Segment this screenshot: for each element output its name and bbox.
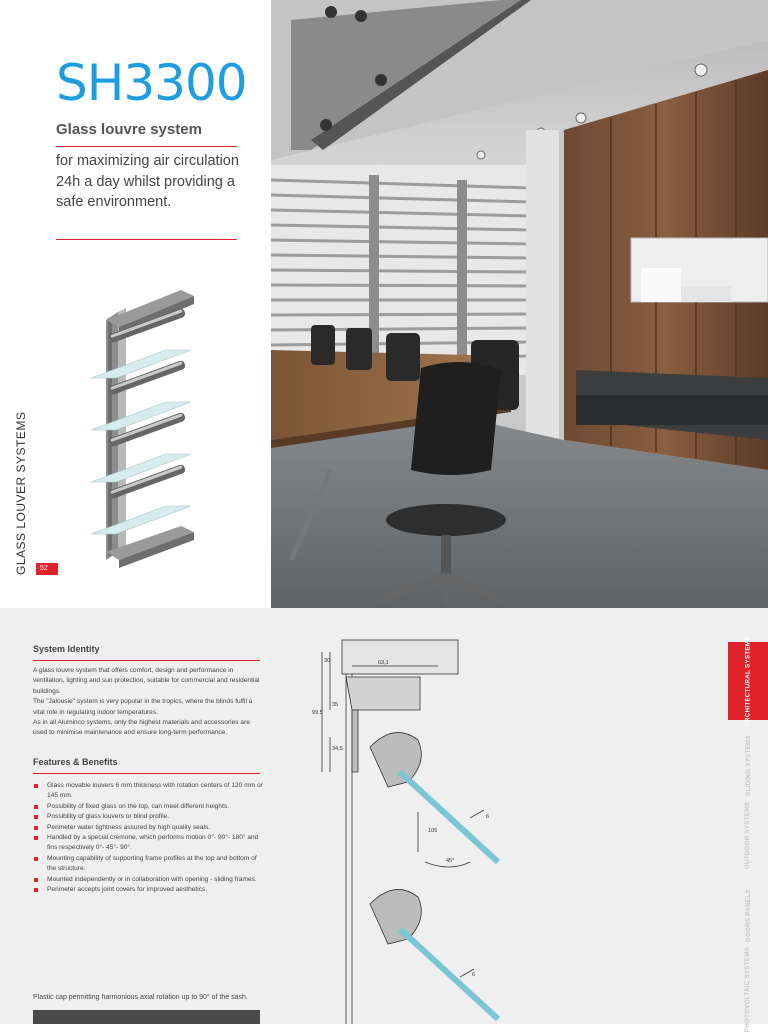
feature-item: Perimeter water tightness assured by high quality seals. — [33, 823, 265, 833]
identity-paragraph: As in all Aluminco systems, only the highest materials and accessories are used to minimise maintenance and ensure long-term performance. — [33, 719, 250, 737]
dim-label: 30 — [324, 658, 331, 664]
identity-paragraph: The "Jalousie" system is very popular in the tropics, where the blinds fulfil a vital role in regulating indoor temperatures. — [33, 698, 253, 716]
product-tagline: for maximizing air circulation 24h a day whilst providing a safe environment. — [56, 153, 239, 210]
feature-item: Mounting capability of supporting frame profiles at the top and bottom of the structure. — [33, 854, 265, 875]
tab-label: OUTDOOR SYSTEMS — [744, 801, 752, 869]
louvre-product-illustration — [86, 290, 201, 570]
feature-item: Possibility of glass louvers or blind profile. — [33, 812, 265, 822]
tab-photovoltaic-systems[interactable] — [728, 946, 768, 1032]
features-divider — [33, 773, 260, 774]
tab-architectural-systems[interactable] — [728, 635, 768, 727]
dim-label: 6 — [486, 814, 490, 820]
tab-outdoor-systems[interactable] — [728, 801, 768, 869]
dim-label: 63,1 — [378, 660, 389, 666]
tab-label: ARCHITECTURAL SYSTEMS — [744, 635, 752, 727]
dim-label: 45° — [446, 858, 455, 864]
feature-item: Possibility of fixed glass on the top, can meet different heights. — [33, 802, 265, 812]
tagline-divider — [56, 239, 237, 240]
louvre-section-drawing — [300, 622, 720, 1024]
product-subtitle: Glass louvre system — [56, 121, 202, 138]
dim-label: 99,5 — [312, 710, 323, 716]
tab-label: SLIDING SYSTEMS — [744, 734, 752, 796]
dim-label: 35 — [332, 702, 339, 708]
detail-photo-caption: Plastic cap permitting harmonious axial rotation up to 90° of the sash. — [33, 994, 248, 1001]
features-list — [33, 781, 265, 895]
identity-paragraph: A glass louvre system that offers comfort, design and performance in ventilation, lighting and sun protection, suitable for commercial and residential buildings. — [33, 667, 260, 695]
system-identity-text — [33, 666, 263, 739]
title-divider — [56, 146, 237, 147]
features-heading: Features & Benefits — [33, 757, 118, 767]
dim-label: 6 — [472, 972, 476, 978]
product-title: SH3300 — [56, 54, 247, 112]
plastic-cap-detail-photo — [33, 1010, 260, 1024]
tab-label: DOORS PANELS — [744, 888, 752, 942]
identity-divider — [33, 660, 260, 661]
system-identity-heading: System Identity — [33, 644, 100, 654]
tab-label: PHOTOVOLTAIC SYSTEMS — [744, 946, 752, 1032]
feature-item: Mounted independently or in collaboration with opening - sliding frames. — [33, 875, 265, 885]
tab-doors-panels[interactable] — [728, 885, 768, 945]
conference-room-photo — [271, 0, 768, 608]
section-side-label: GLASS LOUVER SYSTEMS — [14, 411, 28, 575]
dim-label: 105 — [428, 828, 438, 834]
page-number-badge: 52 — [36, 563, 58, 575]
feature-item: Perimeter accepts joint covers for improved aesthetics. — [33, 885, 265, 895]
dim-label: 34,5 — [332, 746, 343, 752]
feature-item: Handled by a special cremone, which performs motion 0°- 90°- 180° and fins respectively 0°- 45°- 90°. — [33, 833, 265, 854]
tab-sliding-systems[interactable] — [728, 735, 768, 795]
feature-item: Glass movable louvers 6 mm thickness with rotation centers of 120 mm or 145 mm. — [33, 781, 265, 802]
